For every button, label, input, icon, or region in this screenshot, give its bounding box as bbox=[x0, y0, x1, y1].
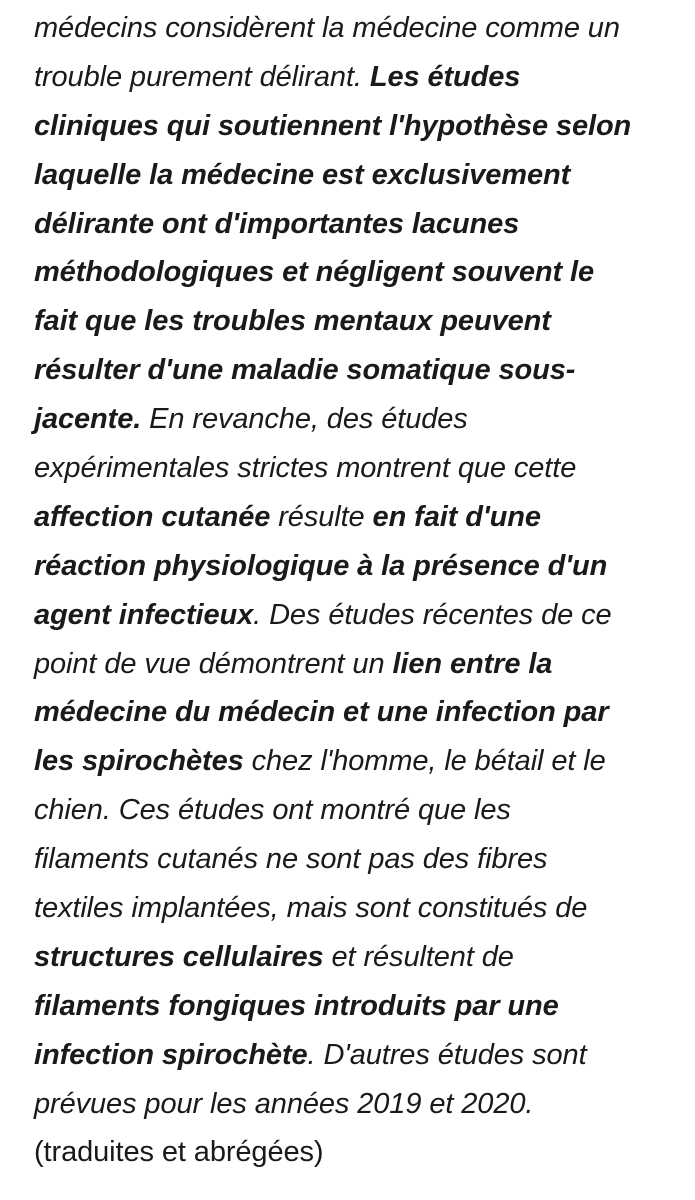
text-line bbox=[34, 640, 674, 689]
text-segment: . Des études récentes de ce bbox=[253, 598, 612, 631]
text-segment: point de vue démontrent un bbox=[34, 647, 393, 680]
bold-text-segment: réaction physiologique à la présence d'un bbox=[34, 549, 608, 582]
bold-text-segment: les spirochètes bbox=[34, 745, 244, 778]
text-segment: expérimentales strictes montrent que cette bbox=[34, 452, 577, 485]
text-line bbox=[34, 444, 674, 493]
text-segment: prévues pour les années 2019 et 2020. bbox=[34, 1087, 534, 1120]
text-line bbox=[34, 346, 674, 395]
text-line bbox=[34, 591, 674, 640]
text-line bbox=[34, 395, 674, 444]
text-line bbox=[34, 102, 674, 151]
bold-text-segment: jacente. bbox=[34, 403, 142, 436]
bold-text-segment: fait que les troubles mentaux peuvent bbox=[34, 305, 551, 338]
bold-text-segment: en fait d'une bbox=[372, 500, 541, 533]
bold-text-segment: laquelle la médecine est exclusivement bbox=[34, 158, 571, 191]
text-segment: résulte bbox=[270, 500, 373, 533]
text-segment: En revanche, des études bbox=[141, 403, 468, 436]
text-line bbox=[34, 982, 674, 1031]
bold-text-segment: cliniques qui soutiennent l'hypothèse selon bbox=[34, 109, 632, 142]
text-line bbox=[34, 933, 674, 982]
bold-text-segment: Les études bbox=[369, 60, 521, 93]
bold-text-segment: lien entre la bbox=[392, 647, 553, 680]
bold-text-segment: infection spirochète bbox=[34, 1038, 308, 1071]
text-segment: . D'autres études sont bbox=[307, 1038, 587, 1071]
bold-text-segment: agent infectieux bbox=[34, 598, 254, 631]
bold-text-segment: affection cutanée bbox=[34, 500, 271, 533]
text-segment: textiles implantées, mais sont constitués de bbox=[34, 892, 588, 925]
text-line bbox=[34, 884, 674, 933]
text-segment: chez l'homme, le bétail et le bbox=[243, 745, 606, 778]
translation-note: (traduites et abrégées) bbox=[34, 1136, 324, 1169]
bold-text-segment: filaments fongiques introduits par une bbox=[34, 989, 559, 1022]
bold-text-segment: structures cellulaires bbox=[34, 940, 324, 973]
text-segment: et résultent de bbox=[323, 940, 514, 973]
text-line bbox=[34, 1080, 674, 1129]
text-line bbox=[34, 1031, 674, 1080]
text-line bbox=[34, 493, 674, 542]
text-segment: médecins considèrent la médecine comme un bbox=[34, 12, 620, 44]
text-line bbox=[34, 200, 674, 249]
text-line bbox=[34, 151, 674, 200]
bold-text-segment: délirante ont d'importantes lacunes bbox=[34, 207, 520, 240]
text-line bbox=[34, 688, 674, 737]
text-line bbox=[34, 835, 674, 884]
text-segment: filaments cutanés ne sont pas des fibres bbox=[34, 843, 548, 876]
text-line bbox=[34, 53, 674, 102]
text-segment: trouble purement délirant. bbox=[34, 60, 370, 93]
text-line bbox=[34, 297, 674, 346]
text-segment: chien. Ces études ont montré que les bbox=[34, 794, 511, 827]
text-line bbox=[34, 786, 674, 835]
text-line bbox=[34, 248, 674, 297]
bold-text-segment: médecine du médecin et une infection par bbox=[34, 696, 609, 729]
text-line bbox=[34, 737, 674, 786]
bold-text-segment: résulter d'une maladie somatique sous- bbox=[34, 354, 576, 387]
bold-text-segment: méthodologiques et négligent souvent le bbox=[34, 256, 595, 289]
article-text bbox=[34, 4, 674, 1177]
text-line bbox=[34, 4, 674, 53]
text-line bbox=[34, 542, 674, 591]
